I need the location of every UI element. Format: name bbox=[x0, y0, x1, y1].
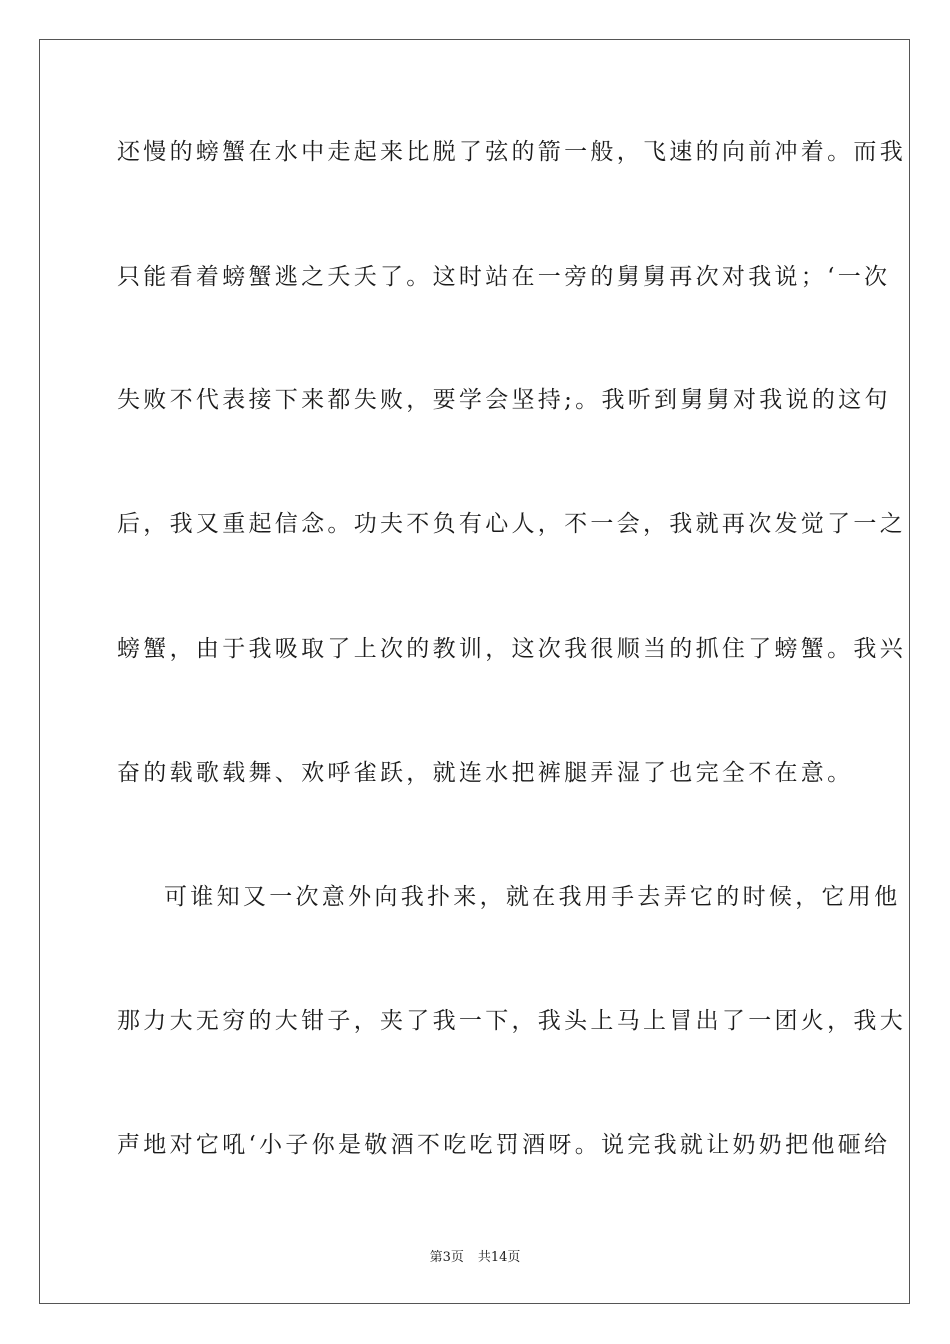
page-number-total: 共14页 bbox=[477, 1250, 521, 1265]
page-footer bbox=[0, 1246, 950, 1265]
body-text-line: 声地对它吼‘小子你是敬酒不吃吃罚酒呀。说完我就让奶奶把他砸给 bbox=[117, 1132, 891, 1158]
body-text-line: 只能看着螃蟹逃之夭夭了。这时站在一旁的舅舅再次对我说；‘一次 bbox=[117, 264, 891, 290]
body-text-line: 奋的载歌载舞、欢呼雀跃，就连水把裤腿弄湿了也完全不在意。 bbox=[117, 760, 854, 786]
page-number-current: 第3页 bbox=[429, 1250, 464, 1265]
body-text-line: 还慢的螃蟹在水中走起来比脱了弦的箭一般，飞速的向前冲着。而我 bbox=[117, 139, 906, 165]
body-text-line: 螃蟹，由于我吸取了上次的教训，这次我很顺当的抓住了螃蟹。我兴 bbox=[117, 636, 906, 662]
page-border bbox=[39, 39, 910, 1304]
paragraph-first-line: 可谁知又一次意外向我扑来，就在我用手去弄它的时候，它用他 bbox=[164, 884, 901, 910]
body-text-line: 失败不代表接下来都失败，要学会坚持;。我听到舅舅对我说的这句 bbox=[117, 387, 891, 413]
body-text-line: 后，我又重起信念。功夫不负有心人，不一会，我就再次发觉了一之 bbox=[117, 511, 906, 537]
body-text-line: 那力大无穷的大钳子，夹了我一下，我头上马上冒出了一团火，我大 bbox=[117, 1008, 906, 1034]
